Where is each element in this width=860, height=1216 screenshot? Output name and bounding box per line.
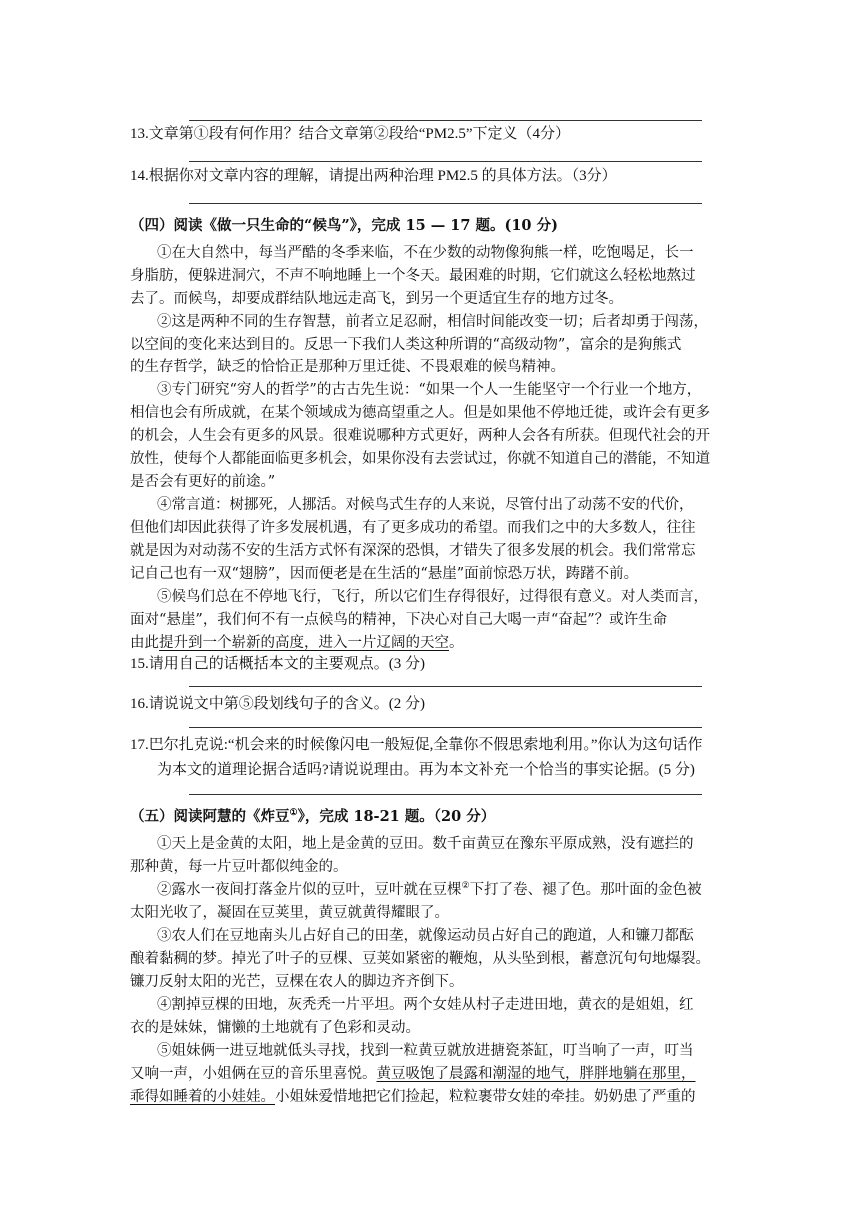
paragraph-line: 以空间的变化来达到目的。反思一下我们人类这种所谓的“高级动物”，富余的是狗熊式 (130, 337, 682, 353)
underlined-sentence: 提升到一个崭新的高度，进入一片辽阔的天空 (159, 635, 449, 651)
question-17-line-2: 为本文的道理论据合适吗?请说说理由。再为本文补充一个恰当的事实论据。(5 分) (157, 762, 695, 778)
paragraph-line: ①在大自然中，每当严酷的冬季来临，不在少数的动物像狗熊一样，吃饱喝足，长一 (157, 245, 694, 261)
paragraph-line: 镰刀反射太阳的光芒，豆棵在农人的脚边齐齐倒下。 (130, 974, 464, 990)
section-4-heading: （四）阅读《做一只生命的“候鸟”》，完成 15 — 17 题。(10 分) (130, 217, 558, 234)
paragraph-line (157, 880, 757, 901)
paragraph-line: 去了。而候鸟，却要成群结队地远走高飞，到另一个更适宜生存的地方过冬。 (130, 291, 623, 307)
paragraph-line: ④常言道：树挪死，人挪活。对候鸟式生存的人来说，尽管付出了动荡不安的代价， (157, 497, 694, 513)
underlined-sentence: 黄豆吸饱了晨露和潮湿的地气，胖胖地躺在那里， (376, 1066, 696, 1082)
plain-text: 又响一声，小姐俩在豆的音乐里喜悦。 (130, 1066, 377, 1082)
plain-text: 由此 (130, 635, 159, 651)
plain-text: 下打了卷、褪了色。那叶面的金色被 (469, 882, 702, 898)
paragraph-line: ②这是两种不同的生存智慧，前者立足忍耐，相信时间能改变一切；后者却勇于闯荡， (157, 314, 708, 330)
heading-text: 》，完成 18-21 题。（20 分） (297, 808, 496, 825)
answer-line (189, 203, 702, 204)
paragraph-line: 放性，使每个人都能面临更多机会，如果你没有去尝试过，你就不知道自己的潜能，不知道 (130, 451, 710, 467)
paragraph-line: ④割掉豆棵的田地，灰秃秃一片平坦。两个女娃从村子走进田地，黄衣的是姐姐，红 (157, 997, 694, 1013)
paragraph-line: 那种黄，每一片豆叶都似纯金的。 (130, 859, 348, 875)
answer-line (189, 727, 702, 728)
paragraph-line: ③农人们在豆地南头儿占好自己的田垄，就像运动员占好自己的跑道，人和镰刀都酝 (157, 928, 694, 944)
section-5-heading (130, 806, 730, 827)
paragraph-line (130, 1087, 730, 1108)
paragraph-line: 就是因为对动荡不安的生活方式怀有深深的恐惧，才错失了很多发展的机会。我们常常忘 (130, 543, 696, 559)
paragraph-line: 的生存哲学，缺乏的恰恰正是那种万里迁徙、不畏艰难的候鸟精神。 (130, 359, 565, 375)
answer-line (189, 794, 702, 795)
answer-line (189, 120, 702, 121)
plain-text: 。 (449, 635, 464, 651)
paragraph-line: ⑤候鸟们总在不停地飞行，飞行，所以它们生存得很好，过得很有意义。对人类而言， (157, 589, 708, 605)
paragraph-line: 酿着黏稠的梦。掉光了叶子的豆棵、豆荚如紧密的鞭炮，从头坠到根，蓄意沉句句地爆裂。 (130, 951, 710, 967)
paragraph-line: 面对“悬崖”，我们何不有一点候鸟的精神，下决心对自己大喝一声“奋起”？或许生命 (130, 612, 668, 628)
underlined-sentence: 乖得如睡着的小娃娃。 (130, 1089, 275, 1105)
paragraph-line: 太阳光收了，凝固在豆荚里，黄豆就黄得耀眼了。 (130, 905, 449, 921)
answer-line (189, 161, 702, 162)
paragraph-line: 是否会有更好的前途。” (130, 474, 276, 490)
paragraph-line: 的机会，人生会有更多的风景。很难说哪种方式更好，两种人会各有所获。但现代社会的开 (130, 428, 710, 444)
paragraph-line: ⑤姐妹俩一进豆地就低头寻找，找到一粒黄豆就放进搪瓷茶缸，叮当响了一声，叮当 (157, 1043, 694, 1059)
question-14: 14.根据你对文章内容的理解，请提出两种治理 PM2.5 的具体方法。（3分） (130, 168, 617, 184)
paragraph-line: 衣的是妹妹，慵懒的土地就有了色彩和灵动。 (130, 1020, 420, 1036)
question-17-line-1: 17.巴尔扎克说:“机会来的时候像闪电一般短促,全靠你不假思索地利用。”你认为这句话作 (130, 737, 703, 753)
paragraph-line: ①天上是金黄的太阳，地上是金黄的豆田。数千亩黄豆在豫东平原成熟，没有遮拦的 (157, 836, 694, 852)
heading-text: （五）阅读阿慧的《炸豆 (130, 808, 290, 825)
plain-text: 小姐妹爱惜地把它们捡起，粒粒裹带女娃的牵挂。奶奶患了严重的 (275, 1089, 696, 1105)
paragraph-line: 身脂肪，便躲进洞穴，不声不响地睡上一个冬天。最困难的时期，它们就这么轻松地熬过 (130, 268, 696, 284)
footnote-marker: ② (461, 881, 470, 892)
paragraph-line: ③专门研究“穷人的哲学”的古古先生说：“如果一个人一生能坚守一个行业一个地方， (157, 382, 702, 398)
paragraph-line (130, 1064, 730, 1085)
plain-text: ②露水一夜间打落金片似的豆叶，豆叶就在豆棵 (157, 882, 462, 898)
question-16: 16.请说说文中第⑤段划线句子的含义。(2 分) (130, 696, 425, 712)
paragraph-line: 记自己也有一双“翅膀”，因而便老是在生活的“悬崖”面前惊恐万状，踌躇不前。 (130, 566, 639, 582)
question-15: 15.请用自己的话概括本文的主要观点。(3 分) (130, 656, 425, 672)
footnote-marker: ① (289, 808, 298, 819)
question-13: 13.文章第①段有何作用？结合文章第②段给“PM2.5”下定义（4分） (130, 126, 570, 142)
paragraph-line: 但他们却因此获得了许多发展机遇，有了更多成功的希望。而我们之中的大多数人，往往 (130, 520, 696, 536)
paragraph-line: 相信也会有所成就，在某个领域成为德高望重之人。但是如果他不停地迁徙，或许会有更多 (130, 405, 710, 421)
paragraph-line-underlined (130, 633, 730, 654)
answer-line (189, 686, 702, 687)
